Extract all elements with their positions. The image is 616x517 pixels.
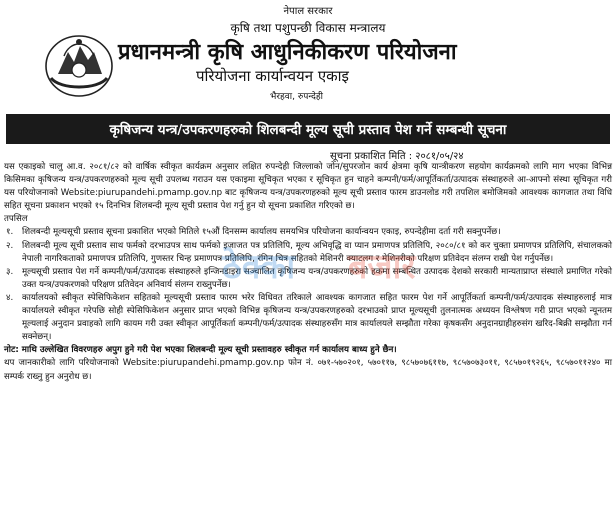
project-title: प्रधानमन्त्री कृषि आधुनिकीकरण परियोजना bbox=[118, 40, 457, 65]
item-text: शिलबन्दी मूल्यसूची प्रस्ताव सूचना प्रकाशित भएको मितिले १५औं दिनसम्म कार्यालय समयभित्र परियोजना कार्यान्वयन एकाइ, रुपन्देहीमा दर्ता गरी सक्नुपर्नेछ। bbox=[22, 227, 501, 238]
nepal-emblem-icon bbox=[44, 34, 114, 98]
item-text: मूल्यसूची प्रस्ताव पेश गर्ने कम्पनी/फर्म/उत्पादक संस्थाहरुले इन्जिनडाइरा सञ्चालित कृषिजन्य यन्त्र/उपकरणहरुको हकमा सम्बन्धित उत्पादक देशको सरकारी मान्यताप्राप्त संस्थाले प्रमाणित गरेको उक्त यन्त्र/उपकरणको परिक्षण प्रतिवेदन अनिवार्य संलग्न राख्नुपर्नेछ। bbox=[22, 266, 612, 290]
list-item bbox=[4, 226, 612, 239]
section-label: तपसिल bbox=[4, 214, 28, 225]
intro-paragraph: यस एकाइको चालु आ.व. २०८१/८२ को वार्षिक स्वीकृत कार्यक्रम अनुसार लक्षित रुपन्देही जिल्लाको जोन/सुपरजोन कार्य क्षेत्रमा कृषि यान्त्रीकरण सहयोग कार्यक्रमको लागि माग भएका विभिन्न किसिमका कृषिजन्य यन्त्र/उपकरणहरुको मूल्य सूची उपलब्ध गराउन यस एकाइमा सूचिकृत भएका र सूचिकृत हुन चाहने कम्पनी/फर्म/आपूर्तिकर्ता/उत्पादक संस्थाहरुले आ-आफ्नो संस्था सूचिकृत गरी यस परियोजनाको Website:piurupandehi.pmamp.gov.np बाट कृषिजन्य यन्त्र/उपकरणहरुको मूल्य सूची प्रस्ताव फारम डाउनलोड गरी तपशिल बमोजिमको आवश्यक कागजात तथा विधि सहित सूचना प्रकाशन भएको १५ दिनभित्र शिलबन्दी मूल्य सूची प्रस्ताव पेश गर्नु हुन यो सूचना प्रकाशित गरिएको छ। bbox=[4, 162, 612, 212]
list-item bbox=[4, 266, 612, 292]
requirements-list bbox=[4, 226, 612, 344]
item-number: २. bbox=[6, 240, 14, 251]
item-number: १. bbox=[6, 227, 14, 238]
implementation-unit: परियोजना कार्यान्वयन एकाइ bbox=[196, 67, 349, 85]
office-location: भैरहवा, रुपन्देही bbox=[270, 92, 324, 102]
notice-title-banner: कृषिजन्य यन्त्र/उपकरणहरुको शिलबन्दी मूल्य सूची प्रस्ताव पेश गर्ने सम्बन्धी सूचना bbox=[6, 114, 610, 144]
item-text: कार्यालयको स्वीकृत स्पेसिफिकेशन सहितको मूल्यसूची प्रस्ताव फारम भरेर विधिवत तरिकाले आवश्यक कागजात सहित फारम पेश गर्ने आपूर्तिकर्ता कम्पनी/फर्म/उत्पादक संस्थाहरुलाई मात्र कार्यालयले स्वीकृत गरेपछि सोही स्पेसिफिकेशन अनुसार प्राप्त भएको विभिन्न कृषिजन्य यन्त्र/उपकरणहरुको दरभाउको प्राप्त मूल्यसूची तुलनात्मक अध्ययन विश्लेषण गरी प्राप्त भएको न्यूनतम मूल्यलाई अनुदान प्रवाहको लागि कायम गरी उक्त स्वीकृत आपूर्तिकर्ता कम्पनी/फर्म/उत्पादक संस्थाहरुसँग मात्र कार्यालयले सम्झौता गरेका कृषकसँग अनुदानग्राहीहरुसंग खरिद-बिक्री सम्झौता गर्न सक्नेछन्। bbox=[22, 292, 612, 343]
notice-body bbox=[4, 161, 612, 384]
note-text: नोट: माथि उल्लेखित विवरणहरु अपुग हुने गरी पेश भएका शिलबन्दी मूल्य सूची प्रस्तावहरु स्वीकृत गर्न कार्यालय बाध्य हुने छैन। bbox=[4, 345, 397, 356]
watermark-brand-b: बजार bbox=[348, 247, 416, 287]
item-number: ४. bbox=[6, 292, 14, 303]
list-item bbox=[4, 292, 612, 344]
list-item bbox=[4, 240, 612, 266]
ministry-name: कृषि तथा पशुपन्छी विकास मन्त्रालय bbox=[230, 21, 386, 35]
publication-date: सूचना प्रकाशित मिति : २०८१/०५/२४ bbox=[330, 151, 464, 162]
letterhead bbox=[0, 0, 616, 112]
contact-text: थप जानकारीको लागि परियोजनाको Website:piurupandehi.pmamp.gov.np फोन नं. ०७१-५७०२०१, ५७०११७, ९८५७०७६११७, ९८५७०७३०११, ९८५७०१९२६५, ९८५७०११२४० मा सम्पर्क राख्नु हुन अनुरोध छ। bbox=[4, 358, 612, 382]
government-name: नेपाल सरकार bbox=[283, 6, 333, 17]
item-text: शिलबन्दी मूल्य सूची प्रस्ताव साथ फर्मको दरभाउपत्र साथ फर्मको इजाजत पत्र प्रतिलिपि, मूल्य अभिवृद्धि वा प्यान प्रमाणपत्र प्रतिलिपि, २०८०/८१ को कर चुक्ता प्रमाणपत्र प्रतिलिपि, संचालकको नेपाली नागरिकताको प्रमाणपत्र प्रतिलिपि, गुणस्तर चिन्ह प्रमाणपत्र प्रतिलिपि, रंगिन चित्र सहितको मेशिनरी क्याटलग र मेशिनरीको परिक्षण प्रतिवेदन संलग्न राखी पेश गर्नुपर्नेछ। bbox=[22, 240, 612, 264]
item-number: ३. bbox=[6, 266, 14, 277]
watermark-brand-a: ठेक्का bbox=[222, 247, 296, 287]
